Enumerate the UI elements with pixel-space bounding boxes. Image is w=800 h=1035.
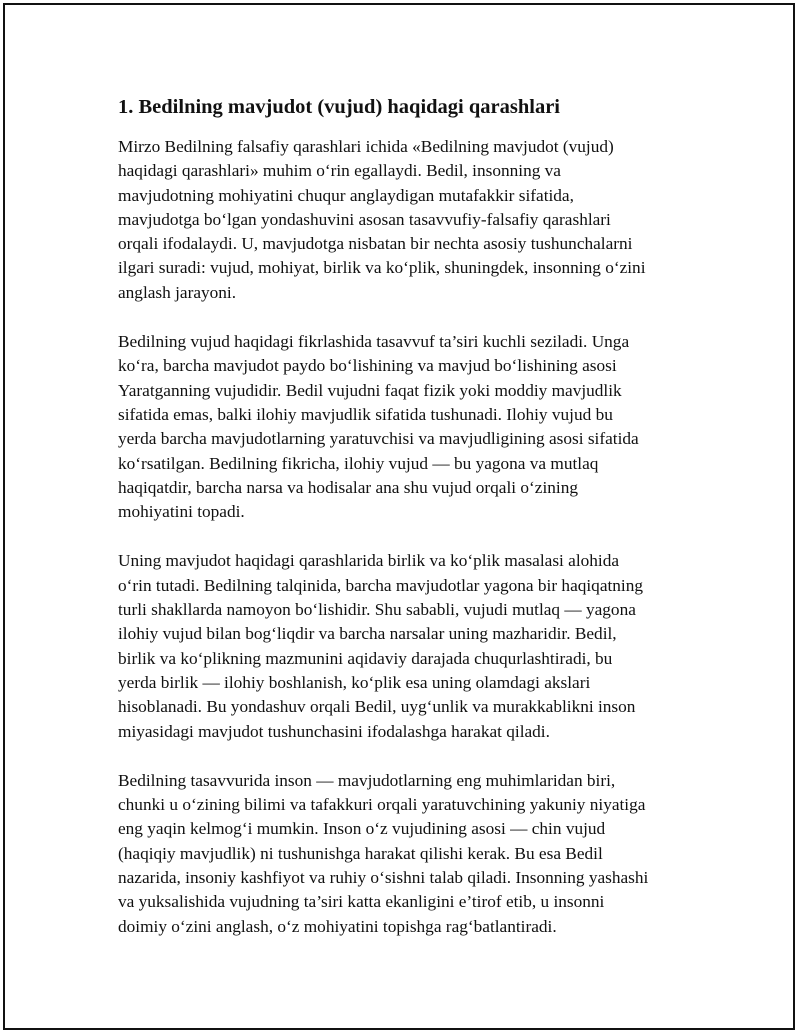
section-heading: 1. Bedilning mavjudot (vujud) haqidagi qarashlari [118, 96, 560, 118]
text-line: eng yaqin kelmog‘i mumkin. Inson o‘z vujudining asosi — chin vujud [118, 819, 606, 839]
text-line: orqali ifodalaydi. U, mavjudotga nisbatan bir nechta asosiy tushunchalarni [118, 234, 633, 254]
text-line: mavjudotning mohiyatini chuqur anglaydigan mutafakkir sifatida, [118, 185, 574, 205]
text-line: yerda barcha mavjudotlarning yaratuvchisi va mavjudligining asosi sifatida [118, 429, 639, 449]
paragraph-4 [118, 769, 688, 939]
text-line: ko‘rsatilgan. Bedilning fikricha, ilohiy vujud — bu yagona va mutlaq [118, 453, 599, 473]
text-line: birlik va ko‘plikning mazmunini aqidaviy darajada chuqurlashtiradi, bu [118, 648, 613, 668]
text-line: o‘rin tutadi. Bedilning talqinida, barcha mavjudotlar yagona bir haqiqatning [118, 575, 644, 595]
paragraph-2 [118, 330, 688, 524]
text-line: (haqiqiy mavjudlik) ni tushunishga harakat qilishi kerak. Bu esa Bedil [118, 843, 603, 863]
paragraph-1 [118, 135, 688, 305]
text-line: doimiy o‘zini anglash, o‘z mohiyatini topishga rag‘batlantiradi. [118, 916, 557, 936]
text-line: mohiyatini topadi. [118, 502, 245, 522]
text-line: Uning mavjudot haqidagi qarashlarida birlik va ko‘plik masalasi alohida [118, 551, 620, 571]
text-line: Yaratganning vujudidir. Bedil vujudni faqat fizik yoki moddiy mavjudlik [118, 380, 622, 400]
text-line: ko‘ra, barcha mavjudot paydo bo‘lishining va mavjud bo‘lishining asosi [118, 356, 617, 376]
text-line: ilgari suradi: vujud, mohiyat, birlik va ko‘plik, shuningdek, insonning o‘zini [118, 258, 646, 278]
text-line: Bedilning tasavvurida inson — mavjudotlarning eng muhimlaridan biri, [118, 770, 616, 790]
text-line: nazarida, insoniy kashfiyot va ruhiy o‘sishni talab qiladi. Insonning yashashi [118, 868, 649, 888]
text-line: va yuksalishida vujudning ta’siri katta ekanligini e’tirof etib, u insonni [118, 892, 605, 912]
text-line: mavjudotga bo‘lgan yondashuvini asosan tasavvufiy-falsafiy qarashlari [118, 209, 611, 229]
text-line: Bedilning vujud haqidagi fikrlashida tasavvuf ta’siri kuchli seziladi. Unga [118, 332, 630, 352]
paragraph-3 [118, 549, 688, 743]
text-line: turli shakllarda namoyon bo‘lishidir. Shu sababli, vujudi mutlaq — yagona [118, 600, 636, 620]
text-line: haqiqatdir, barcha narsa va hodisalar ana shu vujud orqali o‘zining [118, 477, 578, 497]
text-line: sifatida emas, balki ilohiy mavjudlik sifatida tushunadi. Ilohiy vujud bu [118, 404, 613, 424]
text-line: ilohiy vujud bilan bog‘liqdir va barcha narsalar uning mazharidir. Bedil, [118, 624, 617, 644]
text-line: miyasidagi mavjudot tushunchasini ifodalashga harakat qiladi. [118, 721, 550, 741]
text-line: chunki u o‘zining bilimi va tafakkuri orqali yaratuvchining yakuniy niyatiga [118, 795, 646, 815]
document-body [118, 92, 688, 964]
text-line: haqidagi qarashlari» muhim o‘rin egallaydi. Bedil, insonning va [118, 161, 561, 181]
text-line: yerda birlik — ilohiy boshlanish, ko‘plik esa uning olamdagi akslari [118, 672, 591, 692]
text-line: hisoblanadi. Bu yondashuv orqali Bedil, uyg‘unlik va murakkablikni inson [118, 697, 636, 717]
text-line: Mirzo Bedilning falsafiy qarashlari ichida «Bedilning mavjudot (vujud) [118, 137, 614, 156]
text-line: anglash jarayoni. [118, 282, 237, 302]
